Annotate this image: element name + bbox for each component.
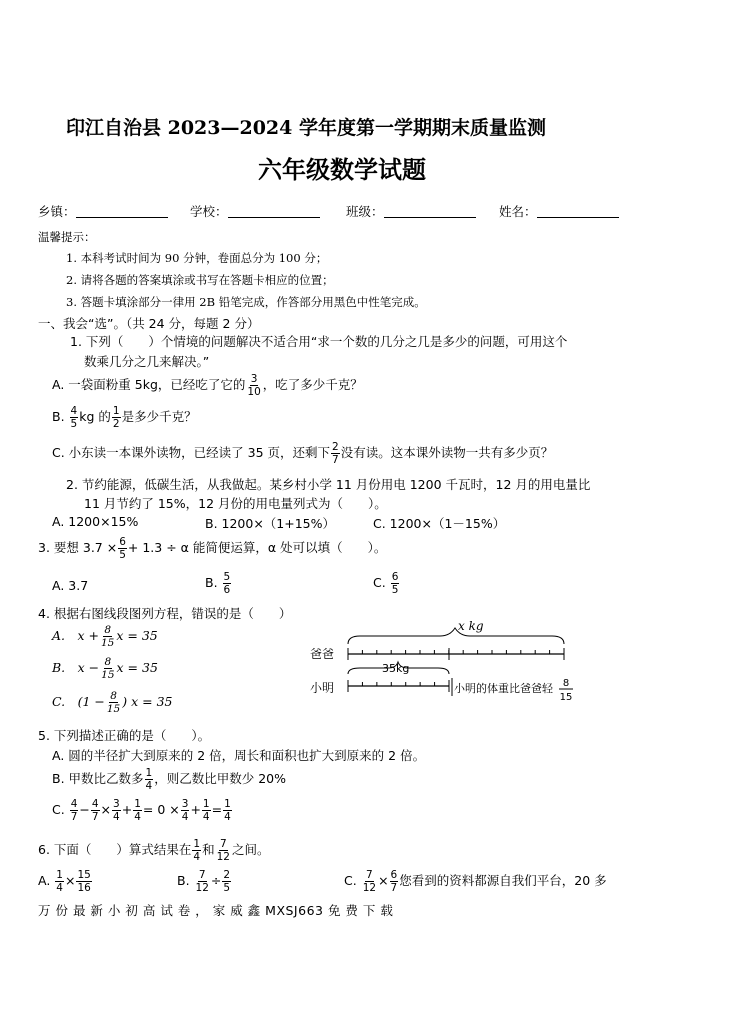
note-label: 小明的体重比爸爸轻 <box>454 682 553 695</box>
segment-diagram <box>300 614 600 714</box>
option-text: B. <box>52 409 65 424</box>
q3-stem <box>38 536 386 561</box>
fraction <box>362 869 377 894</box>
q3-option-c[interactable] <box>373 571 400 596</box>
frac-den: 4 <box>145 780 153 792</box>
frac-num: 1 <box>193 838 201 850</box>
fraction <box>112 405 121 430</box>
frac-num: 8 <box>104 624 112 636</box>
field-township <box>38 202 168 220</box>
q4-option-a[interactable] <box>52 624 158 649</box>
option-text: B. <box>205 575 218 590</box>
option-text: C. <box>344 873 357 888</box>
frac-den: 4 <box>56 882 63 894</box>
option-text: C. <box>373 575 386 590</box>
fraction <box>55 869 64 894</box>
q6-option-a[interactable] <box>38 869 93 894</box>
footer-line: 万 份 最 新 小 初 高 试 卷 ， 家 威 鑫 MXSJ663 免 费 下 载 <box>38 903 394 918</box>
option-text: A. x + <box>52 628 99 643</box>
total-brace <box>348 628 564 644</box>
option-text: C. (1 − <box>52 694 105 709</box>
frac-num: 4 <box>91 798 99 810</box>
q4-stem: 4. 根据右图线段图列方程，错误的是（ ） <box>38 606 292 621</box>
fraction <box>390 869 399 894</box>
op: = <box>211 802 223 817</box>
option-text: ，则乙数比甲数少 20% <box>154 771 286 786</box>
q5-option-c[interactable] <box>52 798 233 823</box>
fraction <box>222 869 231 894</box>
option-text: x = 35 <box>116 628 158 643</box>
frac-num: 3 <box>181 798 189 810</box>
frac-den: 5 <box>391 584 399 596</box>
stem-text: 3. 要想 3.7 × <box>38 540 118 555</box>
fraction <box>133 798 142 823</box>
frac-den: 7 <box>390 882 398 894</box>
frac-num: 4 <box>70 405 78 417</box>
fraction <box>70 798 79 823</box>
frac-den: 16 <box>77 882 91 894</box>
option-text: A. <box>38 873 51 888</box>
frac-num: 3 <box>113 798 120 810</box>
frac-num: 8 <box>104 656 112 668</box>
frac-num: 8 <box>110 690 117 702</box>
op: × <box>378 873 389 888</box>
frac-den: 12 <box>362 882 377 894</box>
q4-option-b[interactable] <box>52 656 158 681</box>
frac-num: 5 <box>223 571 231 583</box>
blank-line[interactable] <box>537 205 619 218</box>
stem-text: 6. 下面（ ）算式结果在 <box>38 842 192 857</box>
blank-line[interactable] <box>76 205 168 218</box>
fraction <box>112 798 121 823</box>
q1-option-a[interactable] <box>52 373 363 398</box>
frac-num: 7 <box>219 838 227 850</box>
blank-line[interactable] <box>384 205 476 218</box>
fraction <box>202 798 211 823</box>
frac-den: 4 <box>181 811 189 823</box>
q6-option-c[interactable] <box>344 869 607 894</box>
frac-num: 1 <box>112 405 120 417</box>
note-frac-den: 15 <box>559 692 573 703</box>
option-text: B. <box>177 873 190 888</box>
blank-line[interactable] <box>228 205 320 218</box>
q2-stem-cont: 11 月节约了 15%，12 月份的用电量列式为（ ）。 <box>84 496 387 511</box>
fraction <box>100 624 115 649</box>
fraction <box>181 798 190 823</box>
option-text: B. 甲数比乙数多 <box>52 771 144 786</box>
q1-option-b[interactable] <box>52 405 197 430</box>
op: × <box>64 873 76 888</box>
frac-den: 4 <box>134 811 141 823</box>
stem-text: 之间。 <box>231 842 270 857</box>
q5-option-b[interactable] <box>52 767 286 792</box>
field-name <box>499 202 619 220</box>
frac-den: 4 <box>224 811 231 823</box>
frac-den: 12 <box>216 851 230 863</box>
frac-num: 6 <box>390 869 398 881</box>
q2-option-c[interactable]: C. 1200×（1－15%） <box>373 516 506 531</box>
fraction <box>331 441 340 466</box>
ming-value-label: 35kg <box>382 662 410 675</box>
fraction <box>70 405 79 430</box>
option-text: x = 35 <box>116 660 158 675</box>
fraction <box>118 536 127 561</box>
q5-stem: 5. 下列描述正确的是（ ）。 <box>38 728 211 743</box>
fraction <box>91 798 100 823</box>
stem-text: + 1.3 ÷ α 能简便运算，α 处可以填（ ）。 <box>127 540 387 555</box>
frac-den: 2 <box>112 418 120 430</box>
note-frac-num: 8 <box>562 678 570 689</box>
frac-den: 15 <box>101 669 115 681</box>
fraction <box>100 656 115 681</box>
q6-stem <box>38 838 270 863</box>
fraction <box>223 571 232 596</box>
dad-bar <box>348 648 564 660</box>
dad-label: 爸爸 <box>310 647 335 661</box>
frac-den: 5 <box>119 549 126 561</box>
frac-num: 7 <box>198 869 206 881</box>
frac-num: 1 <box>145 767 153 779</box>
notice-heading: 温馨提示： <box>38 230 96 244</box>
q1-stem-cont: 数乘几分之几来解决。” <box>84 354 210 369</box>
frac-den: 4 <box>202 811 210 823</box>
frac-den: 10 <box>247 386 261 398</box>
frac-den: 15 <box>106 703 121 715</box>
option-text: A. 一袋面粉重 5kg，已经吃了它的 <box>52 377 246 392</box>
field-label: 姓名： <box>499 204 537 219</box>
notice-item: 2. 请将各题的答案填涂或书写在答题卡相应的位置； <box>66 273 334 287</box>
option-text: ，吃了多少千克？ <box>262 377 363 392</box>
q3-option-a[interactable]: A. 3.7 <box>52 578 89 593</box>
frac-num: 1 <box>202 798 210 810</box>
field-school <box>190 202 320 220</box>
option-text: 是多少千克？ <box>121 409 197 424</box>
exam-subtitle: 六年级数学试题 <box>258 156 426 184</box>
exam-title: 印江自治县 2023—2024 学年度第一学期期末质量监测 <box>66 117 546 139</box>
field-label: 班级： <box>346 204 384 219</box>
option-text: 没有读。这本课外读物一共有多少页？ <box>340 445 554 460</box>
q6-option-b[interactable] <box>177 869 232 894</box>
x-kg-label: x kg <box>458 619 484 633</box>
frac-num: 15 <box>77 869 91 881</box>
option-text: B. x − <box>52 660 100 675</box>
fraction <box>223 798 232 823</box>
frac-num: 6 <box>119 536 126 548</box>
frac-den: 6 <box>223 584 231 596</box>
notice-item: 3. 答题卡填涂部分一律用 2B 铅笔完成，作答部分用黑色中性笔完成。 <box>66 295 426 309</box>
option-text: ) x = 35 <box>122 694 173 709</box>
frac-den: 7 <box>332 454 339 466</box>
q5-option-a[interactable]: A. 圆的半径扩大到原来的 2 倍，周长和面积也扩大到原来的 2 倍。 <box>52 748 426 763</box>
frac-num: 4 <box>70 798 78 810</box>
fraction <box>216 838 231 863</box>
q2-option-a[interactable]: A. 1200×15% <box>52 514 139 529</box>
frac-den: 7 <box>91 811 99 823</box>
section-heading: 一、我会“选”。（共 24 分，每题 2 分） <box>38 316 260 331</box>
field-class <box>346 202 476 220</box>
frac-den: 4 <box>193 851 201 863</box>
op: ÷ <box>210 873 222 888</box>
ming-label: 小明 <box>310 681 335 695</box>
op: − <box>79 802 90 817</box>
frac-num: 1 <box>224 798 231 810</box>
option-text: C. <box>52 802 65 817</box>
field-label: 乡镇： <box>38 204 76 219</box>
fraction <box>246 373 261 398</box>
q2-stem: 2. 节约能源，低碳生活，从我做起。某乡村小学 11 月份用电 1200 千瓦时，12 月的用电量比 <box>66 477 591 492</box>
fraction <box>76 869 91 894</box>
q2-option-b[interactable]: B. 1200×（1+15%） <box>205 516 336 531</box>
frac-num: 3 <box>250 373 258 385</box>
frac-num: 1 <box>56 869 63 881</box>
op: × <box>100 802 112 817</box>
frac-num: 2 <box>223 869 231 881</box>
frac-den: 5 <box>223 882 231 894</box>
frac-den: 4 <box>113 811 120 823</box>
frac-den: 15 <box>101 637 115 649</box>
op: + <box>121 802 133 817</box>
option-text: kg 的 <box>79 409 111 424</box>
notice-item: 1. 本科考试时间为 90 分钟，卷面总分为 100 分； <box>66 251 328 265</box>
frac-num: 2 <box>332 441 339 453</box>
op: + <box>190 802 201 817</box>
frac-den: 7 <box>70 811 78 823</box>
fraction <box>195 869 210 894</box>
frac-num: 6 <box>391 571 399 583</box>
fraction <box>106 690 121 715</box>
q1-option-c[interactable] <box>52 441 553 466</box>
field-label: 学校： <box>190 204 228 219</box>
fraction <box>391 571 400 596</box>
option-text: 您看到的资料都源自我们平台，20 多 <box>399 873 607 888</box>
q4-option-c[interactable] <box>52 690 172 715</box>
frac-num: 7 <box>366 869 373 881</box>
frac-den: 12 <box>195 882 209 894</box>
option-text: C. 小东读一本课外读物，已经读了 35 页，还剩下 <box>52 445 331 460</box>
q3-option-b[interactable] <box>205 571 232 596</box>
fraction <box>145 767 154 792</box>
stem-text: 和 <box>202 842 215 857</box>
op: = 0 × <box>142 802 180 817</box>
ming-bar <box>348 680 449 692</box>
frac-den: 5 <box>70 418 78 430</box>
frac-num: 1 <box>134 798 141 810</box>
q1-stem: 1. 下列（ ）个情境的问题解决不适合用“求一个数的几分之几是多少的问题，可用这个 <box>70 334 568 349</box>
fraction <box>192 838 201 863</box>
